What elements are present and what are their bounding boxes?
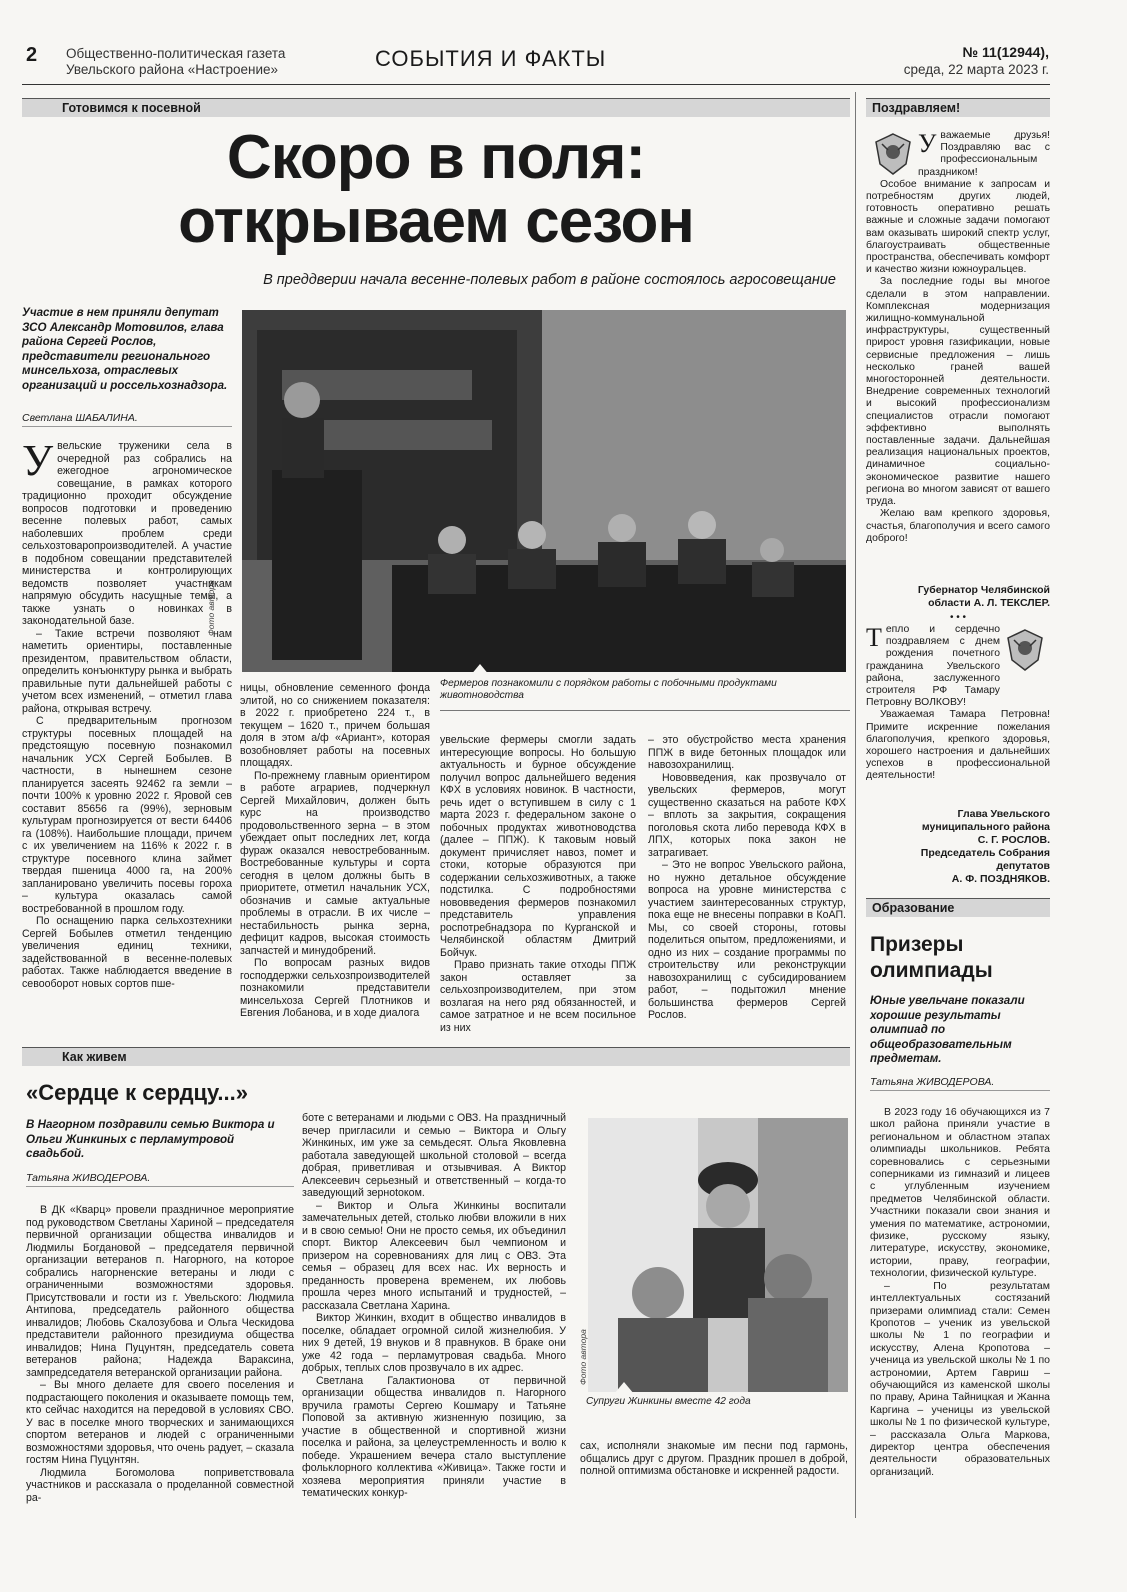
main-col2-para: По вопросам разных видов господдержки сельхозпроизводителей познакомили представители минсельхоза Сергей Плотников и Евгения Лобанова, и в ходе диалога [240,957,430,1019]
main-subtitle: В преддверии начала весенне-полевых работ в районе состоялось агросовещание [263,272,836,288]
main-col4-para: – это обустройство места хранения ППЖ в виде бетонных площадок или навозохранилищ. [648,734,846,771]
life-col3-para: сах, исполняли знакомые им песни под гармонь, общались друг с другом. Праздник прошел в доброй, полной оптимизма обстановке и искренней радости. [580,1440,848,1477]
life-col1-para: Людмила Богомолова поприветствовала участников и рассказала о проделанной совместной ра- [26,1466,294,1504]
main-headline [22,123,850,256]
photo-caption-marker-icon [614,1382,634,1394]
main-col1-para: вельские труженики села в очередной раз собрались на ежегодное агрономическое совещание, в рамках которого традиционно проходит обсуждение вопросов подготовки и проведению весенне полевых работ, самых наболевших проблем среди сельхозтоваропроизводителей. А участие в подобном совещании представителей министерства и контролирующих ведомств позволяет участникам напрямую обсудить насущные темы, а также узнать о новинках в законодательной базе. [22,440,232,627]
life-col2-para: – Виктор и Ольга Жинкины воспитали замечательных детей, столько любви вложили в них и в свою семью! Они не просто семья, их объединил спорт. Виктор Алексеевич был чемпионом и призером на соревнованиях для лиц с ОВЗ. Эта семья – образец для всех нас. Их верность и преданность проверена временем, их любовь прошла через много испытаний и трудностей, – рассказала Светлана Харина. [302,1199,566,1312]
congrats-signature-1: Губернатор Челябинской области А. Л. ТЕКСЛЕР. [917,584,1050,609]
caption-rule [440,710,850,711]
congrats-signature-2 [880,808,1050,886]
main-lead: Участие в нем приняли депутат ЗСО Александр Мотовилов, глава района Сергей Рослов, представители регионального минсельхоза, отраслевых организаций и россельхознадзора. [22,306,228,392]
sig-line: депутатов [996,860,1050,872]
sig-line: муниципального района [921,821,1050,833]
coat-of-arms-icon [1004,628,1046,672]
sig-line: Глава Увельского [957,808,1050,820]
main-col4-para: – Это не вопрос Увельского района, но нужно детальное обсуждение вопроса на уровне министерства с участием заинтересованных структур, пока еще не внесены поправки в КоАП. Мы, со своей стороны, готовы поделиться опытом, предложениями, и одно из них – создание программы по строительству или реконструкции навозохранилищ с субсидированием работ, – подытожил мнение большинства фермеров Сергей Рослов. [648,859,846,1021]
headline-line-1: Скоро в поля: [226,123,646,192]
congrats-greeting: важаемые друзья! Поздравляю вас с профессиональным праздником! [918,130,1050,178]
life-title: «Сердце к сердцу...» [26,1080,248,1105]
sig-line: Председатель Собрания [920,847,1050,859]
main-col4-para: Нововведения, как прозвучало от увельских фермеров, могут существенно сказаться на работе КФХ – вплоть за закрытия, сокращения поголовья скота либо перевода КФХ в ЛПХ, которых пока закон не затрагивает. [648,771,846,859]
education-lead: Юные увельчане показали хорошие результаты олимпиад по общеобразовательным предметам. [870,994,1025,1065]
main-author: Светлана ШАБАЛИНА. [22,412,232,427]
main-col3-para: увельские фермеры смогли задать интересующие вопросы. Но большую актуальность и бурное обсуждение получил вопрос дальнейшего ведения КФХ в условиях новинок. В частности, речь идет о вступившем в силу с 1 марта 2023 г. федеральном законе о побочных продуктах животноводства (далее – ППЖ). К таковым новый документ причисляет навоз, помет и стоки, которые образуются при содержании сельхозживотных, а также подстилка. С подробностями нововведения фермеров познакомил представитель управления роспотребнадзора по Курганской и Челябинской областям Дмитрий Бойчук. [440,734,636,959]
main-col2-para: ницы, обновление семенного фонда элитой, но со снижением показателя: в 2022 г. приобретено 224 т., в текущем – 1620 т., причем большая доля в этом а/ф «Ариант», которая возобновляет работы на посевных площадях. [240,682,430,769]
header-rule [22,84,1050,85]
publisher-line-2: Увельского района «Настроение» [66,62,279,77]
congrats-birthday: епло и сердечно поздравляем с днем рождения почетного гражданина Увельского района, заслуженного строителя РФ Тамару Петровну ВОЛКОВУ! [866,624,1000,709]
main-photo-credit: Фото автора [206,580,216,636]
education-para: В 2023 году 16 обучающихся из 7 школ района приняли участие в региональном и областном этапах олимпиады школьников. Ребята соревновались с серьезными соперниками из гимназий и лицеев с углубленным изучением предметов Челябинской области. Участники показали свои знания и умения по математике, астрономии, физике, русскому языку, литературе, искусству, экономике, истории, праву, географии, технологии, физической культуре. [870,1106,1050,1280]
life-col1-para: – Вы много делаете для своего поселения и подрастающего поколения и оказываете помощь тем, кто сейчас находится на передовой в условиях СВО. У вас в поселке много творческих и занимающихся спортом ветеранов и людей с ограниченными возможностями здоровья, что очень радует, – сказала гостям Нина Пуцунтян. [26,1379,294,1466]
main-col1-para: С предварительным прогнозом структуры посевных площадей на предстоящую посевную познакомил начальник УСХ Сергей Бобылев. В частности, в нынешнем сезоне планируется засеять 92462 га земли – почти 100% к уровню 2022 г. Яровой сев составит 85656 га (99%), зерновым культурам прогнозируется от вести 64406 га (108%). Наибольшие площади, причем с их увеличением на 116% к 2022 г. в структуре посевного клина займет твердая пшеница 4000 га, на 200% запланировано увеличить посевы гороха – культура оказалась самой востребованной в прошлом году. [22,715,232,915]
main-col3-para: Право признать такие отходы ППЖ закон оставляет за сельхозпроизводителем, при этом возлагая на него ряд обязанностей, и самое затратное и не всем посильное из них [440,959,636,1034]
education-body [870,1106,1050,1518]
main-col1-para: По оснащению парка сельхозтехники Сергей Бобылев отметил тенденцию увеличения единиц техники, задействованной в весенне-полевых работах. Также наблюдается введение в севооборот новых сортов пше- [22,915,232,990]
life-col2-para: боте с ветеранами и людьми с ОВЗ. На праздничный вечер пригласили и семью – Виктора и Ольгу Жинкиных, им уже за семьдесят. Ольга Яковлевна работала заведующей школьной столовой – всегда добрая, приветливая и отзывчивая. А Виктор Алексеевич серьезный и ответственный – когда-то заведующий зерноtoком. [302,1112,566,1199]
column-divider-right [855,92,856,1518]
issue-date: среда, 22 марта 2023 г. [903,62,1049,77]
main-col1-para: – Такие встречи позволяют нам наметить ориентиры, поставленные президентом, правительством области, определить конъюнктуру рынка и выбрать правильные пути дальнейшей работы с учетом всех изменений, – отметил глава района, открывая встречу. [22,627,232,715]
rubric-life: Как живем [22,1047,850,1066]
sig-line: С. Г. РОСЛОВ. [977,834,1050,846]
publisher-line-1: Общественно-политическая газета [66,46,286,61]
rubric-main: Готовимся к посевной [22,98,850,117]
life-lead: В Нагорном поздравили семью Виктора и Ольги Жинкиных с перламутровой свадьбой. [26,1118,275,1160]
couple-photo-caption: Супруги Жинкины вместе 42 года [586,1396,751,1407]
headline-line-2: открываем сезон [178,187,694,256]
main-article-col4 [648,734,846,1038]
meeting-photo-image [242,310,846,672]
congrats-para: За последние годы вы многое сделали в этом направлении. Комплексная модернизация жилищно-коммунальной инфраструктуры, существенный прирост уровня газификации, новые сервисные предложения – лишь несколько граней вашей многосторонней деятельности. Внедрение современных технологий и высокий профессионализм специалистов отрасли помогают эффективно выполнять поставленные задачи. Дальнейшая реализация национальных проектов, динамичное социально-экономическое развитие нашего региона во многом зависят от вашего труда. [866,276,1050,508]
couple-photo-credit: Фото автора [578,1329,588,1385]
life-author: Татьяна ЖИВОДЕРОВА. [26,1172,294,1187]
life-col1-para: В ДК «Кварц» провели праздничное мероприятие под руководством Светланы Хариной – председателя первичной организации общества инвалидов и Людмилы Богдановой – председателя первичной организации ветеранов п. Нагорного, на которое собрались нагорненские ветераны и люди с ограниченными возможностями здоровья. Присутствовали и гости из г. Увельского: Людмила Антипова, председатель районного общества инвалидов; Любовь Скалозубова и Ольга Ческидова представители районного президиума общества инвалидов; Нина Пуцунтян, председатель совета ветеранов района; Надежда Вараксина, зампредседателя ветеранской организации района. [26,1204,294,1379]
page-number: 2 [26,44,38,66]
photo-caption-marker-icon [470,664,490,676]
couple-photo [588,1118,848,1392]
congrats-wish: Уважаемая Тамара Петровна! Примите искренние пожелания благополучия, крепкого здоровья, хорошего настроения и дальнейших успехов в профессиональной деятельности! [866,709,1050,782]
main-article-col2 [232,682,430,1038]
main-article-col1 [22,436,232,1040]
rubric-congrats: Поздравляем! [866,98,1050,117]
life-col2-para: Светлана Галактионова от первичной организации общества инвалидов п. Нагорного вручила грамоты Сергею Кошмару и Татьяне Поповой за активную жизненную позицию, за участие в общественной и спортивной жизни поселка и района, за целеустремленность и волю к победе. Украшением вечера стало выступление фольклорного коллектива «Живица». Также гости и хозяева мероприятия приняли участие в тематических конкур- [302,1374,566,1499]
congrats-stars: • • • [949,612,967,623]
life-col2-para: Виктор Жинкин, входит в общество инвалидов в поселке, обладает огромной силой жизнелюбия. У них 9 детей, 19 внуков и 8 правнуков. В браке они уже 42 года – перламутровая свадьба. Много добрых, теплых слов прозвучало в их адрес. [302,1312,566,1374]
congrats-para: Особое внимание к запросам и потребностям других людей, готовность оперативно решать важные и сложные задачи помогают вам оказывать широкий спектр услуг, благоустраивать общественные пространства, обеспечивать комфорт и качество жизни южноуральцев. [866,178,1050,276]
congrats-body [866,130,1050,600]
education-author: Татьяна ЖИВОДЕРОВА. [870,1076,1050,1091]
issue-number: № 11(12944), [962,44,1049,60]
congrats-para: Желаю вам крепкого здоровья, счастья, благополучия и всего самого доброго! [866,508,1050,544]
congrats-dropcap-2: Т [866,623,882,652]
life-col1 [26,1204,294,1514]
education-para: – По результатам интеллектуальных состязаний призерами олимпиад стали: Семен Кропотов – ученик из увельской школы № 1 по географии и искусству, Алена Кропотова – ученица из увельской школы № 1 по астрономии, Артем Гавриш – обучающийся из каменской школы по праву, Арина Тайницкая и Жанна Каргина – ученицы из увельской школы № 1 по физической культуре, – рассказала Ольга Маркова, директор центра обеспечения деятельности образовательных организаций. [870,1279,1050,1478]
section-title: СОБЫТИЯ И ФАКТЫ [375,46,607,71]
main-article-col3 [440,734,636,1038]
life-col2 [302,1112,566,1514]
main-col2-para: По-прежнему главным ориентиром в работе аграриев, подчеркнул Сергей Михайлович, должен быть курс на производство продовольственного зерна – в этом убеждает опыт последних лет, когда фураж оказался невостребованным. Востребованные культуры и сорта сегодня в целом должны быть в приоритете, отметил начальник УСХ, обозначив и самые актуальные проблемы в отрасли. В их числе – нестабильность рынка зерна, дефицит кадров, высокая стоимость запчастей и минудобрений. [240,769,430,957]
sig-line: А. Ф. ПОЗДНЯКОВ. [951,873,1050,885]
main-dropcap: У [22,436,54,485]
main-photo [242,310,846,672]
page-header [0,0,1127,92]
congrats-dropcap: У [918,129,937,158]
rubric-education: Образование [866,898,1050,917]
couple-photo-image [588,1118,848,1392]
education-title: Призеры олимпиады [870,933,993,982]
life-col3 [580,1440,848,1514]
main-photo-caption: Фермеров познакомили с порядком работы с побочными продуктами животноводства [440,678,777,701]
